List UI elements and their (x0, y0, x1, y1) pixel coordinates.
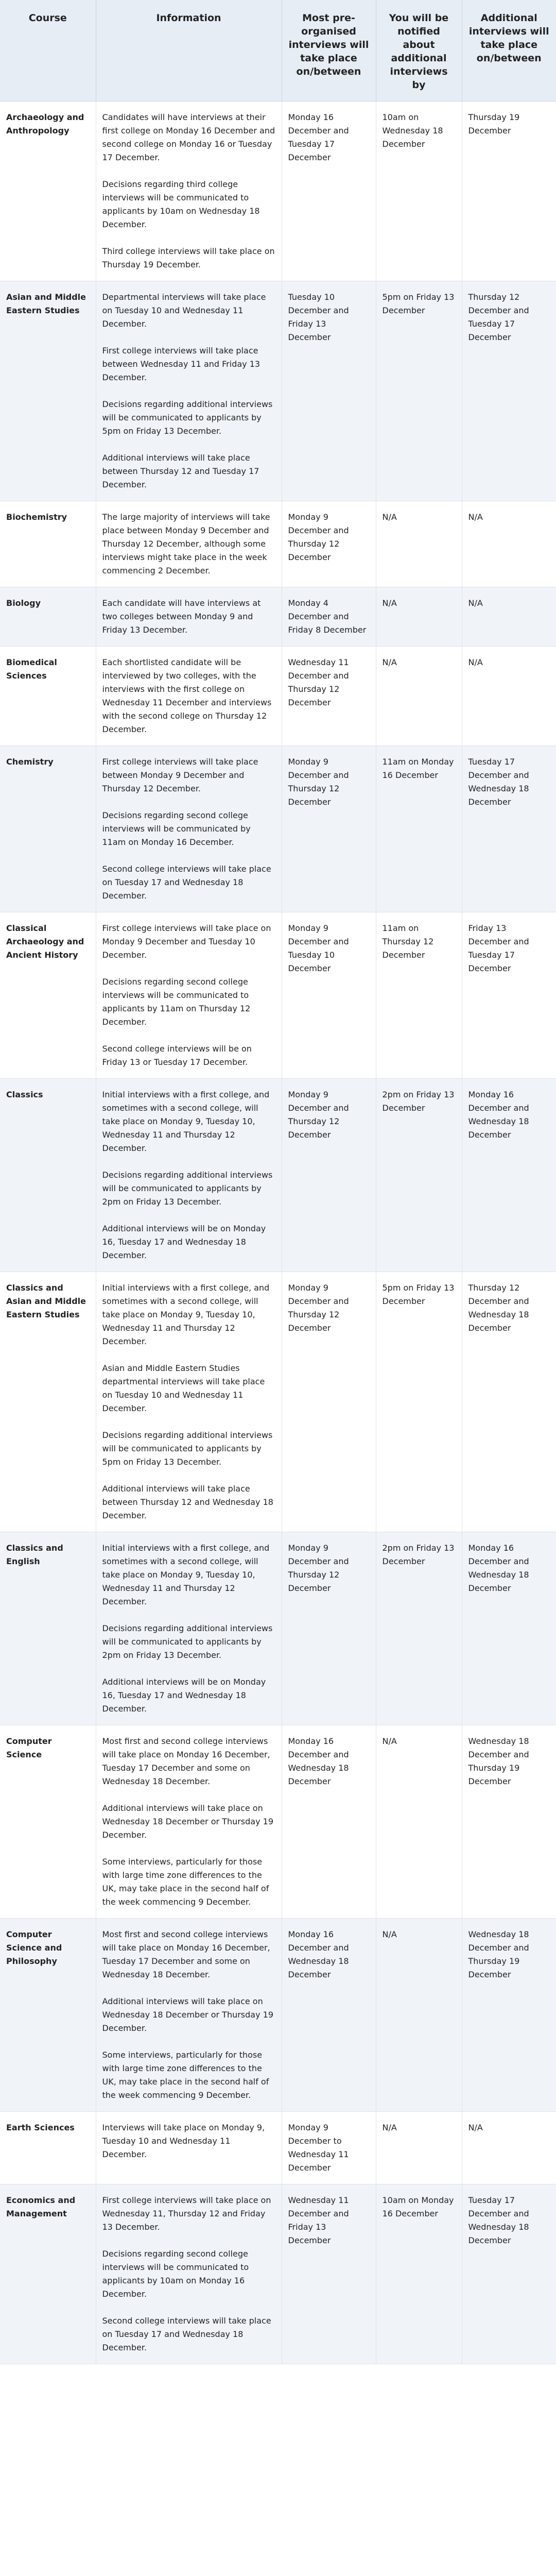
additional-interviews-dates: N/A (462, 2112, 556, 2184)
course-name: Biochemistry (0, 501, 96, 587)
course-name: Earth Sciences (0, 2112, 96, 2184)
most-interviews-dates: Monday 4 December and Friday 8 December (282, 587, 376, 647)
information-paragraph: Third college interviews will take place on Thursday 19 December. (102, 246, 275, 269)
notified-by: N/A (376, 1725, 462, 1919)
notified-by: 2pm on Friday 13 December (376, 1532, 462, 1725)
table-row (0, 281, 556, 501)
most-interviews-dates: Monday 9 December and Tuesday 10 December (282, 912, 376, 1079)
notified-by: 11am on Monday 16 December (376, 746, 462, 912)
table-row (0, 101, 556, 281)
most-interviews-dates: Monday 9 December and Thursday 12 December (282, 746, 376, 912)
notified-by: 2pm on Friday 13 December (376, 1079, 462, 1272)
information-paragraph: Additional interviews will be on Monday 16, Tuesday 17 and Wednesday 18 December. (102, 1677, 266, 1714)
course-name: Classics and Asian and Middle Eastern Studies (0, 1272, 96, 1532)
course-name: Asian and Middle Eastern Studies (0, 281, 96, 501)
information-paragraph: Most first and second college interviews will take place on Monday 16 December, Tuesday 17 December and some on Wednesday 18 December. (102, 1929, 270, 1979)
information-paragraph: Decisions regarding additional interviews will be communicated to applicants by 2pm on Friday 13 December. (102, 1623, 273, 1660)
table-body (0, 101, 556, 2364)
information-paragraph: First college interviews will take place on Monday 9 December and Tuesday 10 December. (102, 923, 271, 960)
information-paragraph: Some interviews, particularly for those with large time zone differences to the UK, may take place in the second half of the week commencing 9 December. (102, 1857, 269, 1907)
information-paragraph: Additional interviews will take place on Wednesday 18 December or Thursday 19 December. (102, 1996, 274, 2033)
information-paragraph: Decisions regarding second college interviews will be communicated to applicants by 11am on Thursday 12 December. (102, 977, 251, 1027)
most-interviews-dates: Monday 9 December and Thursday 12 December (282, 1079, 376, 1272)
course-information (96, 2184, 282, 2364)
information-paragraph: Decisions regarding second college interviews will be communicated by 11am on Monday 16 December. (102, 810, 251, 847)
header-notified-by: You will be notified about additional interviews by (376, 0, 462, 101)
table-row (0, 647, 556, 746)
course-information (96, 2112, 282, 2184)
additional-interviews-dates: N/A (462, 647, 556, 746)
course-name: Biology (0, 587, 96, 647)
additional-interviews-dates: N/A (462, 587, 556, 647)
most-interviews-dates: Monday 9 December and Thursday 12 December (282, 1272, 376, 1532)
table-row (0, 1272, 556, 1532)
additional-interviews-dates: Monday 16 December and Wednesday 18 December (462, 1532, 556, 1725)
course-name: Economics and Management (0, 2184, 96, 2364)
information-paragraph: The large majority of interviews will take place between Monday 9 December and Thursday 12 December, although some interviews might take place in the week commencing 2 December. (102, 512, 270, 575)
table-row (0, 587, 556, 647)
course-information (96, 1272, 282, 1532)
information-paragraph: Second college interviews will take place on Tuesday 17 and Wednesday 18 December. (102, 2316, 271, 2352)
information-paragraph: Initial interviews with a first college, and sometimes with a second college, will take place on Monday 9, Tuesday 10, Wednesday 11 and Thursday 12 December. (102, 1090, 270, 1153)
notified-by: N/A (376, 647, 462, 746)
notified-by: 5pm on Friday 13 December (376, 281, 462, 501)
course-name: Classical Archaeology and Ancient History (0, 912, 96, 1079)
header-information: Information (96, 0, 282, 101)
course-information (96, 101, 282, 281)
course-information (96, 1079, 282, 1272)
information-paragraph: Departmental interviews will take place on Tuesday 10 and Wednesday 11 December. (102, 292, 266, 329)
information-paragraph: Some interviews, particularly for those with large time zone differences to the UK, may take place in the second half of the week commencing 9 December. (102, 2050, 269, 2100)
most-interviews-dates: Monday 9 December and Thursday 12 December (282, 501, 376, 587)
information-paragraph: Additional interviews will be on Monday 16, Tuesday 17 and Wednesday 18 December. (102, 1224, 266, 1260)
table-row (0, 2112, 556, 2184)
information-paragraph: Decisions regarding third college interviews will be communicated to applicants by 10am on Wednesday 18 December. (102, 179, 260, 229)
table-header (0, 0, 556, 101)
information-paragraph: Additional interviews will take place on Wednesday 18 December or Thursday 19 December. (102, 1803, 274, 1840)
course-information (96, 281, 282, 501)
course-information (96, 501, 282, 587)
additional-interviews-dates: Thursday 12 December and Wednesday 18 December (462, 1272, 556, 1532)
notified-by: 10am on Monday 16 December (376, 2184, 462, 2364)
course-name: Chemistry (0, 746, 96, 912)
table-row (0, 912, 556, 1079)
table-row (0, 1532, 556, 1725)
information-paragraph: Each candidate will have interviews at two colleges between Monday 9 and Friday 13 December. (102, 598, 261, 635)
most-interviews-dates: Monday 9 December and Thursday 12 December (282, 1532, 376, 1725)
header-row (0, 0, 556, 101)
additional-interviews-dates: Monday 16 December and Wednesday 18 December (462, 1079, 556, 1272)
course-name: Biomedical Sciences (0, 647, 96, 746)
course-information (96, 1919, 282, 2112)
additional-interviews-dates: Thursday 12 December and Tuesday 17 December (462, 281, 556, 501)
additional-interviews-dates: Friday 13 December and Tuesday 17 December (462, 912, 556, 1079)
information-paragraph: Decisions regarding additional interviews will be communicated to applicants by 2pm on Friday 13 December. (102, 1170, 273, 1207)
most-interviews-dates: Tuesday 10 December and Friday 13 December (282, 281, 376, 501)
notified-by: 5pm on Friday 13 December (376, 1272, 462, 1532)
header-additional-interviews: Additional interviews will take place on/between (462, 0, 556, 101)
notified-by: 11am on Thursday 12 December (376, 912, 462, 1079)
information-paragraph: Candidates will have interviews at their first college on Monday 16 December and second college on Monday 16 or Tuesday 17 December. (102, 112, 275, 162)
course-information (96, 1725, 282, 1919)
notified-by: 10am on Wednesday 18 December (376, 101, 462, 281)
additional-interviews-dates: Thursday 19 December (462, 101, 556, 281)
information-paragraph: Additional interviews will take place between Thursday 12 and Wednesday 18 December. (102, 1484, 273, 1520)
header-most-interviews: Most pre-organised interviews will take place on/between (282, 0, 376, 101)
additional-interviews-dates: Tuesday 17 December and Wednesday 18 December (462, 2184, 556, 2364)
table-row (0, 2184, 556, 2364)
course-name: Archaeology and Anthropology (0, 101, 96, 281)
course-name: Computer Science and Philosophy (0, 1919, 96, 2112)
additional-interviews-dates: Tuesday 17 December and Wednesday 18 December (462, 746, 556, 912)
course-information (96, 1532, 282, 1725)
most-interviews-dates: Monday 16 December and Wednesday 18 December (282, 1725, 376, 1919)
information-paragraph: First college interviews will take place on Wednesday 11, Thursday 12 and Friday 13 December. (102, 2195, 271, 2232)
notified-by: N/A (376, 1919, 462, 2112)
information-paragraph: Initial interviews with a first college, and sometimes with a second college, will take place on Monday 9, Tuesday 10, Wednesday 11 and Thursday 12 December. (102, 1283, 270, 1346)
course-information (96, 647, 282, 746)
most-interviews-dates: Monday 16 December and Tuesday 17 December (282, 101, 376, 281)
course-name: Classics (0, 1079, 96, 1272)
information-paragraph: Most first and second college interviews will take place on Monday 16 December, Tuesday 17 December and some on Wednesday 18 December. (102, 1736, 270, 1786)
most-interviews-dates: Monday 16 December and Wednesday 18 December (282, 1919, 376, 2112)
information-paragraph: Decisions regarding second college interviews will be communicated to applicants by 10am on Monday 16 December. (102, 2249, 249, 2299)
information-paragraph: Decisions regarding additional interviews will be communicated to applicants by 5pm on Friday 13 December. (102, 399, 273, 436)
most-interviews-dates: Monday 9 December to Wednesday 11 December (282, 2112, 376, 2184)
course-information (96, 587, 282, 647)
table-row (0, 746, 556, 912)
information-paragraph: Additional interviews will take place between Thursday 12 and Tuesday 17 December. (102, 453, 259, 489)
table-row (0, 1725, 556, 1919)
information-paragraph: First college interviews will take place between Wednesday 11 and Friday 13 December. (102, 346, 260, 382)
information-paragraph: Initial interviews with a first college, and sometimes with a second college, will take place on Monday 9, Tuesday 10, Wednesday 11 and Thursday 12 December. (102, 1543, 270, 1606)
information-paragraph: Interviews will take place on Monday 9, Tuesday 10 and Wednesday 11 December. (102, 2123, 265, 2159)
notified-by: N/A (376, 501, 462, 587)
notified-by: N/A (376, 587, 462, 647)
header-course: Course (0, 0, 96, 101)
course-information (96, 912, 282, 1079)
information-paragraph: Second college interviews will be on Friday 13 or Tuesday 17 December. (102, 1044, 252, 1067)
information-paragraph: Decisions regarding additional interviews will be communicated to applicants by 5pm on Friday 13 December. (102, 1430, 273, 1467)
table-row (0, 501, 556, 587)
most-interviews-dates: Wednesday 11 December and Thursday 12 December (282, 647, 376, 746)
information-paragraph: Asian and Middle Eastern Studies departmental interviews will take place on Tuesday 10 and Wednesday 11 December. (102, 1363, 265, 1413)
additional-interviews-dates: N/A (462, 501, 556, 587)
table-row (0, 1919, 556, 2112)
course-name: Classics and English (0, 1532, 96, 1725)
information-paragraph: Each shortlisted candidate will be interviewed by two colleges, with the interviews with the first college on Wednesday 11 December and interviews with the second college on Thursday 12 December. (102, 657, 272, 734)
additional-interviews-dates: Wednesday 18 December and Thursday 19 December (462, 1725, 556, 1919)
notified-by: N/A (376, 2112, 462, 2184)
most-interviews-dates: Wednesday 11 December and Friday 13 December (282, 2184, 376, 2364)
course-name: Computer Science (0, 1725, 96, 1919)
table-row (0, 1079, 556, 1272)
course-information (96, 746, 282, 912)
information-paragraph: Second college interviews will take place on Tuesday 17 and Wednesday 18 December. (102, 864, 271, 901)
information-paragraph: First college interviews will take place between Monday 9 December and Thursday 12 December. (102, 757, 258, 793)
additional-interviews-dates: Wednesday 18 December and Thursday 19 December (462, 1919, 556, 2112)
